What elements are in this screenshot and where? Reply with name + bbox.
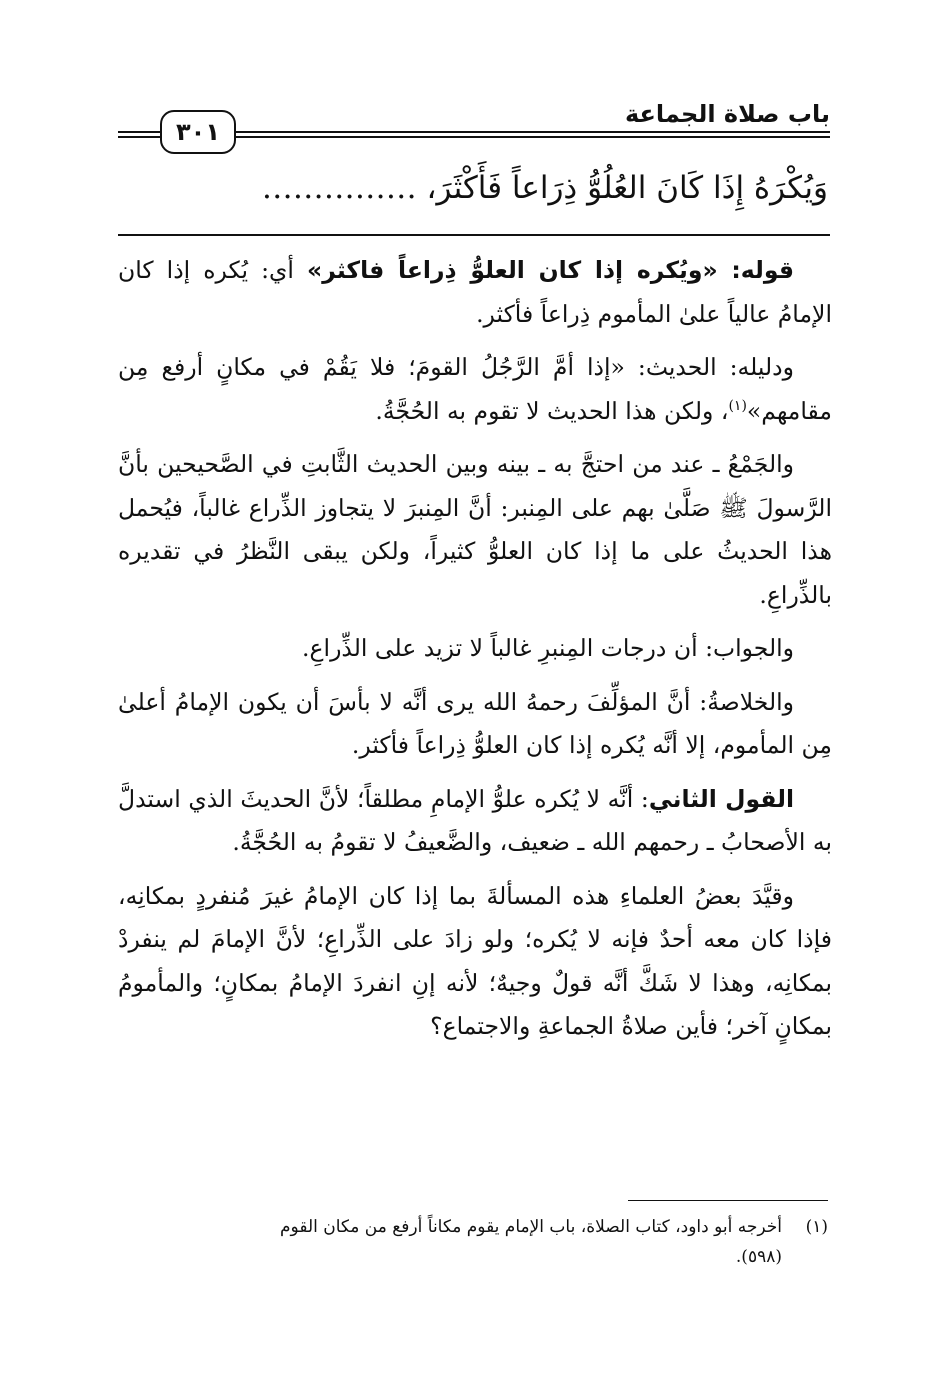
matn-line: وَيُكْرَهُ إِذَا كَانَ العُلُوُّ ذِرَاعاً فَأَكْثَرَ، [426, 170, 828, 206]
footnote-rule [628, 1200, 828, 1201]
header-rule [118, 131, 163, 133]
paragraph-text: وقيَّدَ بعضُ العلماءِ هذه المسألةَ بما إذا كان الإمامُ غيرَ مُنفردٍ بمكانِه، فإذا كان معه أحدٌ فإنه لا يُكره؛ ولو زادَ على الذِّراعِ؛ لأنَّ الإمامَ لم ينفردْ بمكانِه، وهذا لا شَكَّ أنَّه قولٌ وجيهٌ؛ لأنه إنِ انفردَ الإمامُ بمكانٍ؛ والمأمومُ بمكانٍ آخر؛ فأين صلاةُ الجماعةِ والاجتماع؟ [118, 881, 832, 1040]
paragraph [118, 346, 832, 433]
chapter-title: باب صلاة الجماعة [624, 100, 830, 128]
paragraph-text: والخلاصةُ: أنَّ المؤلِّفَ رحمهُ الله يرى أنَّه لا بأسَ أن يكون الإمامُ أعلىٰ مِن المأموم، إلا أنَّه يُكره إذا كان العلوُّ ذِراعاً فأكثر. [118, 687, 832, 759]
page-header [118, 86, 830, 152]
matn-text [118, 168, 828, 208]
paragraph-lead: القول الثاني [648, 784, 794, 813]
paragraph-text: والجواب: أن درجات المِنبرِ غالباً لا تزيد على الذِّراعِ. [302, 634, 794, 662]
paragraph [118, 627, 832, 671]
paragraph-text: ودليله: الحديث: «إذا أمَّ الرَّجُلُ القومَ؛ فلا يَقُمْ في مكانٍ أرفع مِن مقامهم» [118, 353, 832, 425]
paragraph-lead: قوله: «ويُكره إذا كان العلوُّ ذِراعاً فاكثر» [307, 256, 794, 284]
paragraph-text: : أنَّه لا يُكره علوُّ الإمامِ مطلقاً؛ لأنَّ الحديثَ الذي استدلَّ به الأصحابُ ـ رحمهم الله ـ ضعيف، والضَّعيفُ لا تقومُ به الحُجَّةُ. [118, 784, 832, 856]
footnote-number: (١) [805, 1217, 828, 1237]
paragraph [118, 875, 832, 1049]
separator-rule [118, 234, 830, 236]
header-rule [230, 131, 830, 133]
paragraph [118, 249, 832, 336]
footnote-text-cont: (٥٩٨). [735, 1247, 782, 1267]
footnote [118, 1212, 828, 1272]
header-rule [118, 136, 163, 138]
paragraph-text: ، ولكن هذا الحديث لا تقوم به الحُجَّةُ. [375, 396, 729, 425]
footnote-ref[interactable]: (١) [728, 397, 747, 414]
paragraph [118, 443, 832, 617]
paragraph [118, 681, 832, 768]
paragraph-text: أي: يُكره إذا كان الإمامُ عالياً علىٰ المأموم ذِراعاً فأكثر. [118, 256, 832, 328]
paragraph [118, 778, 832, 865]
page-number: ٣٠١ [160, 110, 236, 154]
footnote-text: أخرجه أبو داود، كتاب الصلاة، باب الإمام يقوم مكاناً أرفع من مكان القوم [280, 1217, 782, 1237]
commentary-body [118, 249, 832, 1059]
header-rule [230, 136, 830, 138]
paragraph-text: والجَمْعُ ـ عند من احتجَّ به ـ بينه وبين الحديث الثَّابتِ في الصَّحيحين بأنَّ الرَّسولَ ﷺ صَلَّىٰ بهم على المِنبر: أنَّ المِنبرَ لا يتجاوز الذِّراع غالباً، فيُحمل هذا الحديثُ على ما إذا كان العلوُّ كثيراً، ولكن يبقى النَّظرُ في تقديره بالذِّراعِ. [118, 450, 832, 609]
matn-dots: …………… [261, 170, 417, 206]
